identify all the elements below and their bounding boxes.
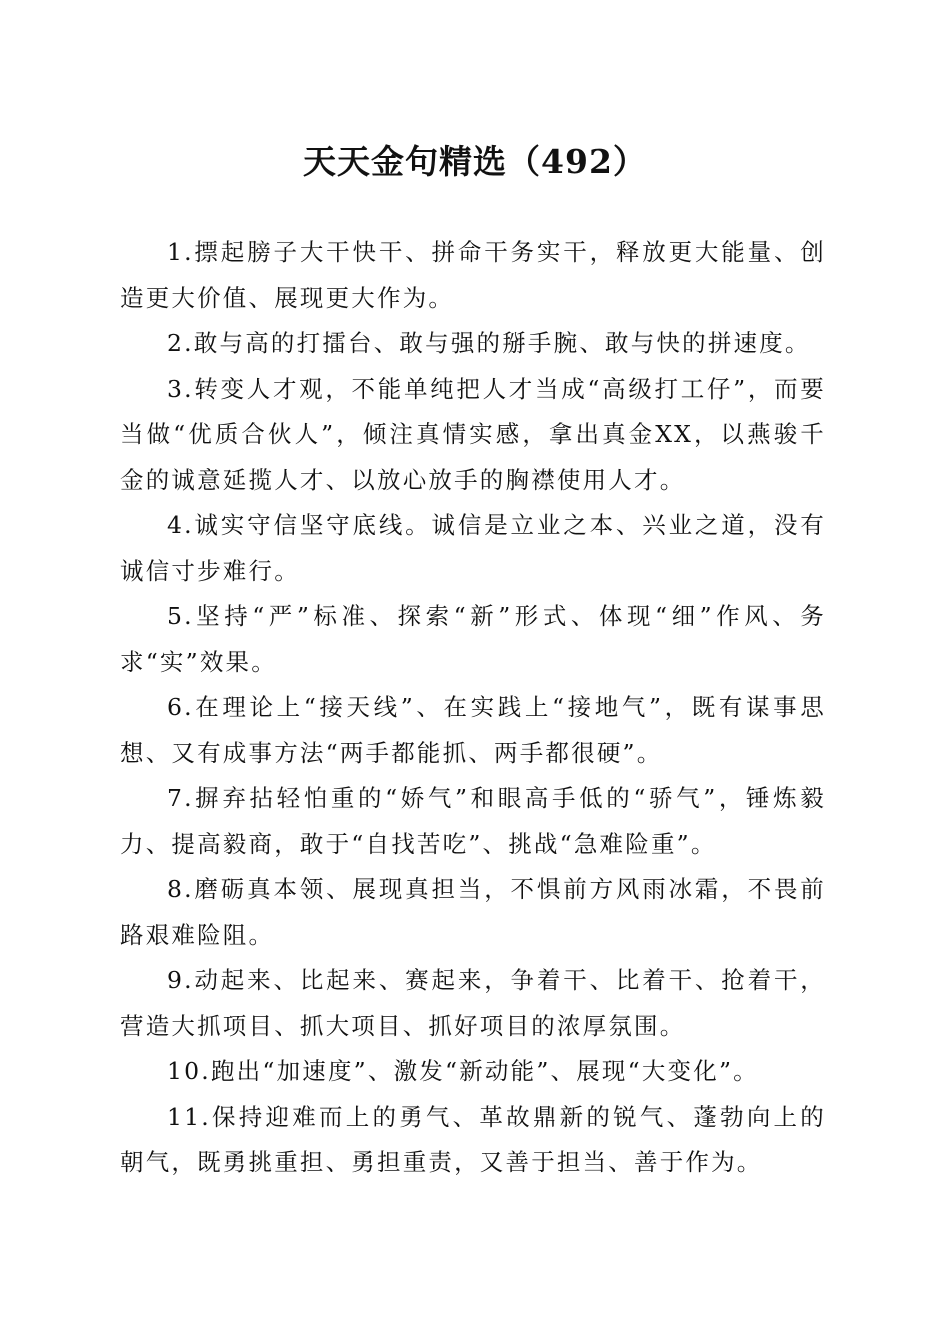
- paragraph-7: 7.摒弃拈轻怕重的“娇气”和眼高手低的“骄气”，锤炼毅力、提高毅商，敢于“自找苦吃”、挑战“急难险重”。: [120, 784, 826, 858]
- paragraph-5: 5.坚持“严”标准、探索“新”形式、体现“细”作风、务求“实”效果。: [120, 602, 826, 676]
- paragraph-6: 6.在理论上“接天线”、在实践上“接地气”，既有谋事思想、又有成事方法“两手都能抓、两手都很硬”。: [120, 693, 826, 767]
- paragraph-11: 11.保持迎难而上的勇气、革故鼎新的锐气、蓬勃向上的朝气，既勇挑重担、勇担重责，又善于担当、善于作为。: [120, 1102, 826, 1176]
- page-title: 天天金句精选（492）: [303, 142, 647, 181]
- paragraph-1: 1.摽起膀子大干快干、拼命干务实干，释放更大能量、创造更大价值、展现更大作为。: [120, 238, 826, 312]
- paragraph-4: 4.诚实守信坚守底线。诚信是立业之本、兴业之道，没有诚信寸步难行。: [120, 511, 826, 585]
- paragraph-2: 2.敢与高的打擂台、敢与强的掰手腕、敢与快的拼速度。: [167, 329, 811, 357]
- document-body: [120, 230, 826, 1186]
- paragraph-8: 8.磨砺真本领、展现真担当，不惧前方风雨冰霜，不畏前路艰难险阻。: [120, 875, 826, 949]
- paragraph-9: 9.动起来、比起来、赛起来，争着干、比着干、抢着干，营造大抓项目、抓大项目、抓好项目的浓厚氛围。: [120, 966, 826, 1040]
- paragraph-3: 3.转变人才观，不能单纯把人才当成“高级打工仔”，而要当做“优质合伙人”，倾注真情实感，拿出真金XX，以燕骏千金的诚意延揽人才、以放心放手的胸襟使用人才。: [120, 374, 826, 494]
- paragraph-10: 10.跑出“加速度”、激发“新动能”、展现“大变化”。: [167, 1057, 759, 1085]
